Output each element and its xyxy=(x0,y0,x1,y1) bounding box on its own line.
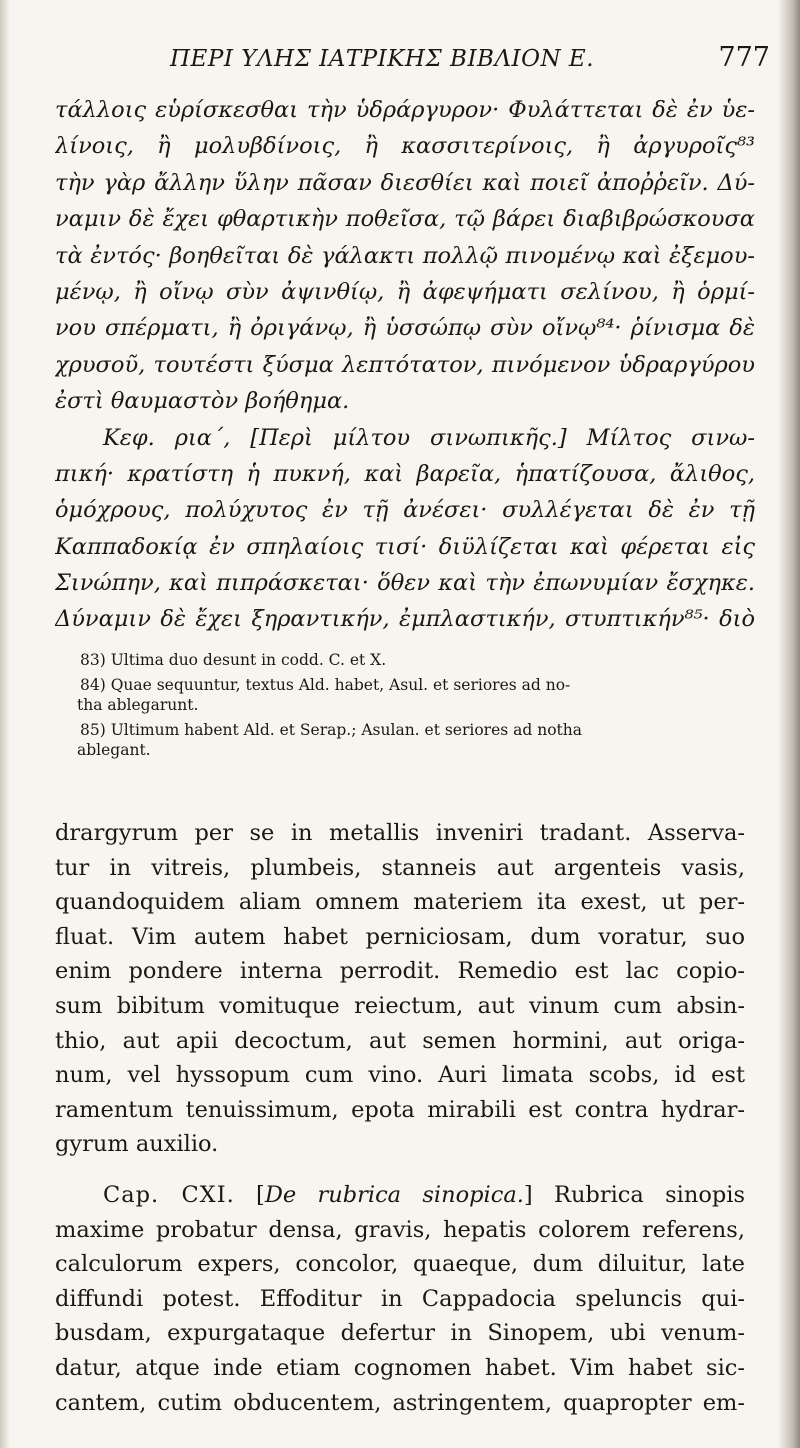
latin-line: diffundi potest. Effoditur in Cappadocia speluncis qui- xyxy=(55,1285,745,1312)
footnote-84 xyxy=(77,675,750,716)
latin-line: cantem, cutim obducentem, astringentem, quapropter em- xyxy=(55,1389,745,1416)
latin-line: thio, aut apii decoctum, aut semen hormini, aut origa- xyxy=(55,1027,745,1054)
page-edge-shadow xyxy=(778,0,800,1448)
greek-line: τάλλοις εὑρίσκεσθαι τὴν ὑδράργυρον· Φυλάττεται δὲ ἐν ὑε- xyxy=(55,97,755,123)
greek-line: ναμιν δὲ ἔχει φθαρτικὴν ποθεῖσα, τῷ βάρει διαβιβρώσκουσα xyxy=(55,206,755,233)
greek-line: τὰ ἐντός· βοηθεῖται δὲ γάλακτι πολλῷ πινομένῳ καὶ ἐξεμου- xyxy=(55,242,755,269)
latin-line: drargyrum per se in metallis inveniri tradant. Asserva- xyxy=(55,820,745,846)
latin-line: sum bibitum vomituque reiectum, aut vinum cum absin- xyxy=(55,992,745,1019)
greek-line: ὁμόχρους, πολύχυτος ἐν τῇ ἀνέσει· συλλέγεται δὲ ἐν τῇ xyxy=(55,497,755,524)
running-title: ΠΕΡΙ ΥΛΗΣ ΙΑΤΡΙΚΗΣ ΒΙΒΛΙΟΝ Ε. xyxy=(170,46,595,72)
latin-line: quandoquidem aliam omnem materiem ita exest, ut per- xyxy=(55,889,745,916)
latin-line: busdam, expurgataque defertur in Sinopem, ubi venum- xyxy=(55,1320,745,1347)
greek-text-block xyxy=(55,92,755,638)
greek-line: Δύναμιν δὲ ἔχει ξηραντικήν, ἐμπλαστικήν, στυπτικήν⁸⁵· διὸ xyxy=(55,606,755,633)
greek-chapter-heading: Κεφ. ρια΄, [Περὶ μίλτου σινωπικῆς.] Μίλτος σινω- xyxy=(103,424,755,451)
page-number: 777 xyxy=(718,42,770,73)
latin-line: ramentum tenuissimum, epota mirabili est contra hydrar- xyxy=(55,1096,745,1123)
greek-line: Καππαδοκίᾳ ἐν σπηλαίοις τισί· διϋλίζεται καὶ φέρεται εἰς xyxy=(55,533,755,560)
footnote-line: tha ablegarunt. xyxy=(77,696,199,714)
open-bracket: [ xyxy=(256,1181,265,1208)
footnote-line: 85) Ultimum habent Ald. et Serap.; Asulan. et seriores ad notha xyxy=(80,720,583,739)
chapter-label: Cap. CXI. xyxy=(103,1181,235,1208)
latin-line: tur in vitreis, plumbeis, stanneis aut argenteis vasis, xyxy=(55,854,745,881)
close-bracket: ] xyxy=(523,1181,533,1208)
latin-line: gyrum auxilio. xyxy=(55,1131,219,1158)
latin-chapter-heading xyxy=(55,1178,745,1213)
greek-line: τὴν γὰρ ἄλλην ὕλην πᾶσαν διεσθίει καὶ ποιεῖ ἀποῤῥεῖν. Δύ- xyxy=(55,169,755,196)
paragraph-gap xyxy=(55,1162,745,1178)
latin-line: fluat. Vim autem habet perniciosam, dum voratur, suo xyxy=(55,923,745,950)
footnote-line: 84) Quae sequuntur, textus Ald. habet, Asul. et seriores ad no- xyxy=(80,675,571,694)
latin-line: datur, atque inde etiam cognomen habet. Vim habet sic- xyxy=(55,1354,745,1381)
page-header xyxy=(170,42,770,82)
greek-line: Σινώπην, καὶ πιπράσκεται· ὅθεν καὶ τὴν ἐπωνυμίαν ἔσχηκε. xyxy=(55,570,755,597)
page-gutter-shadow xyxy=(0,0,10,1448)
footnote-83 xyxy=(80,650,750,671)
greek-line: λίνοις, ἢ μολυβδίνοις, ἢ κασσιτερίνοις, ἢ ἀργυροῖς⁸³ xyxy=(55,133,755,160)
chapter-title-text: De rubrica sinopica. xyxy=(264,1181,524,1208)
greek-line: μένῳ, ἢ οἴνῳ σὺν ἀψινθίῳ, ἢ ἀφεψήματι σελίνου, ἢ ὁρμί- xyxy=(55,278,755,305)
footnote-line: ablegant. xyxy=(77,741,151,759)
latin-line: maxime probatur densa, gravis, hepatis colorem referens, xyxy=(55,1216,745,1243)
footnote-line: 83) Ultima duo desunt in codd. C. et X. xyxy=(80,651,387,669)
footnote-85 xyxy=(77,720,750,761)
latin-line: enim pondere interna perrodit. Remedio est lac copio- xyxy=(55,958,745,985)
chapter-rest: Rubrica sinopis xyxy=(554,1181,745,1208)
latin-line: num, vel hyssopum cum vino. Auri limata scobs, id est xyxy=(55,1062,745,1089)
greek-line: ἐστὶ θαυμαστὸν βοήθημα. xyxy=(55,388,350,415)
footnotes xyxy=(77,650,750,761)
latin-line: calculorum expers, concolor, quaeque, dum diluitur, late xyxy=(55,1251,745,1278)
greek-line: χρυσοῦ, τουτέστι ξύσμα λεπτότατον, πινόμενον ὑδραργύρου xyxy=(55,351,755,378)
greek-line: πική· κρατίστη ἡ πυκνή, καὶ βαρεῖα, ἡπατίζουσα, ἄλιθος, xyxy=(55,460,755,487)
latin-text-block xyxy=(55,816,745,1420)
greek-line: νου σπέρματι, ἢ ὀριγάνῳ, ἢ ὑσσώπῳ σὺν οἴνῳ⁸⁴· ῥίνισμα δὲ xyxy=(55,315,755,342)
chapter-title xyxy=(256,1182,533,1208)
